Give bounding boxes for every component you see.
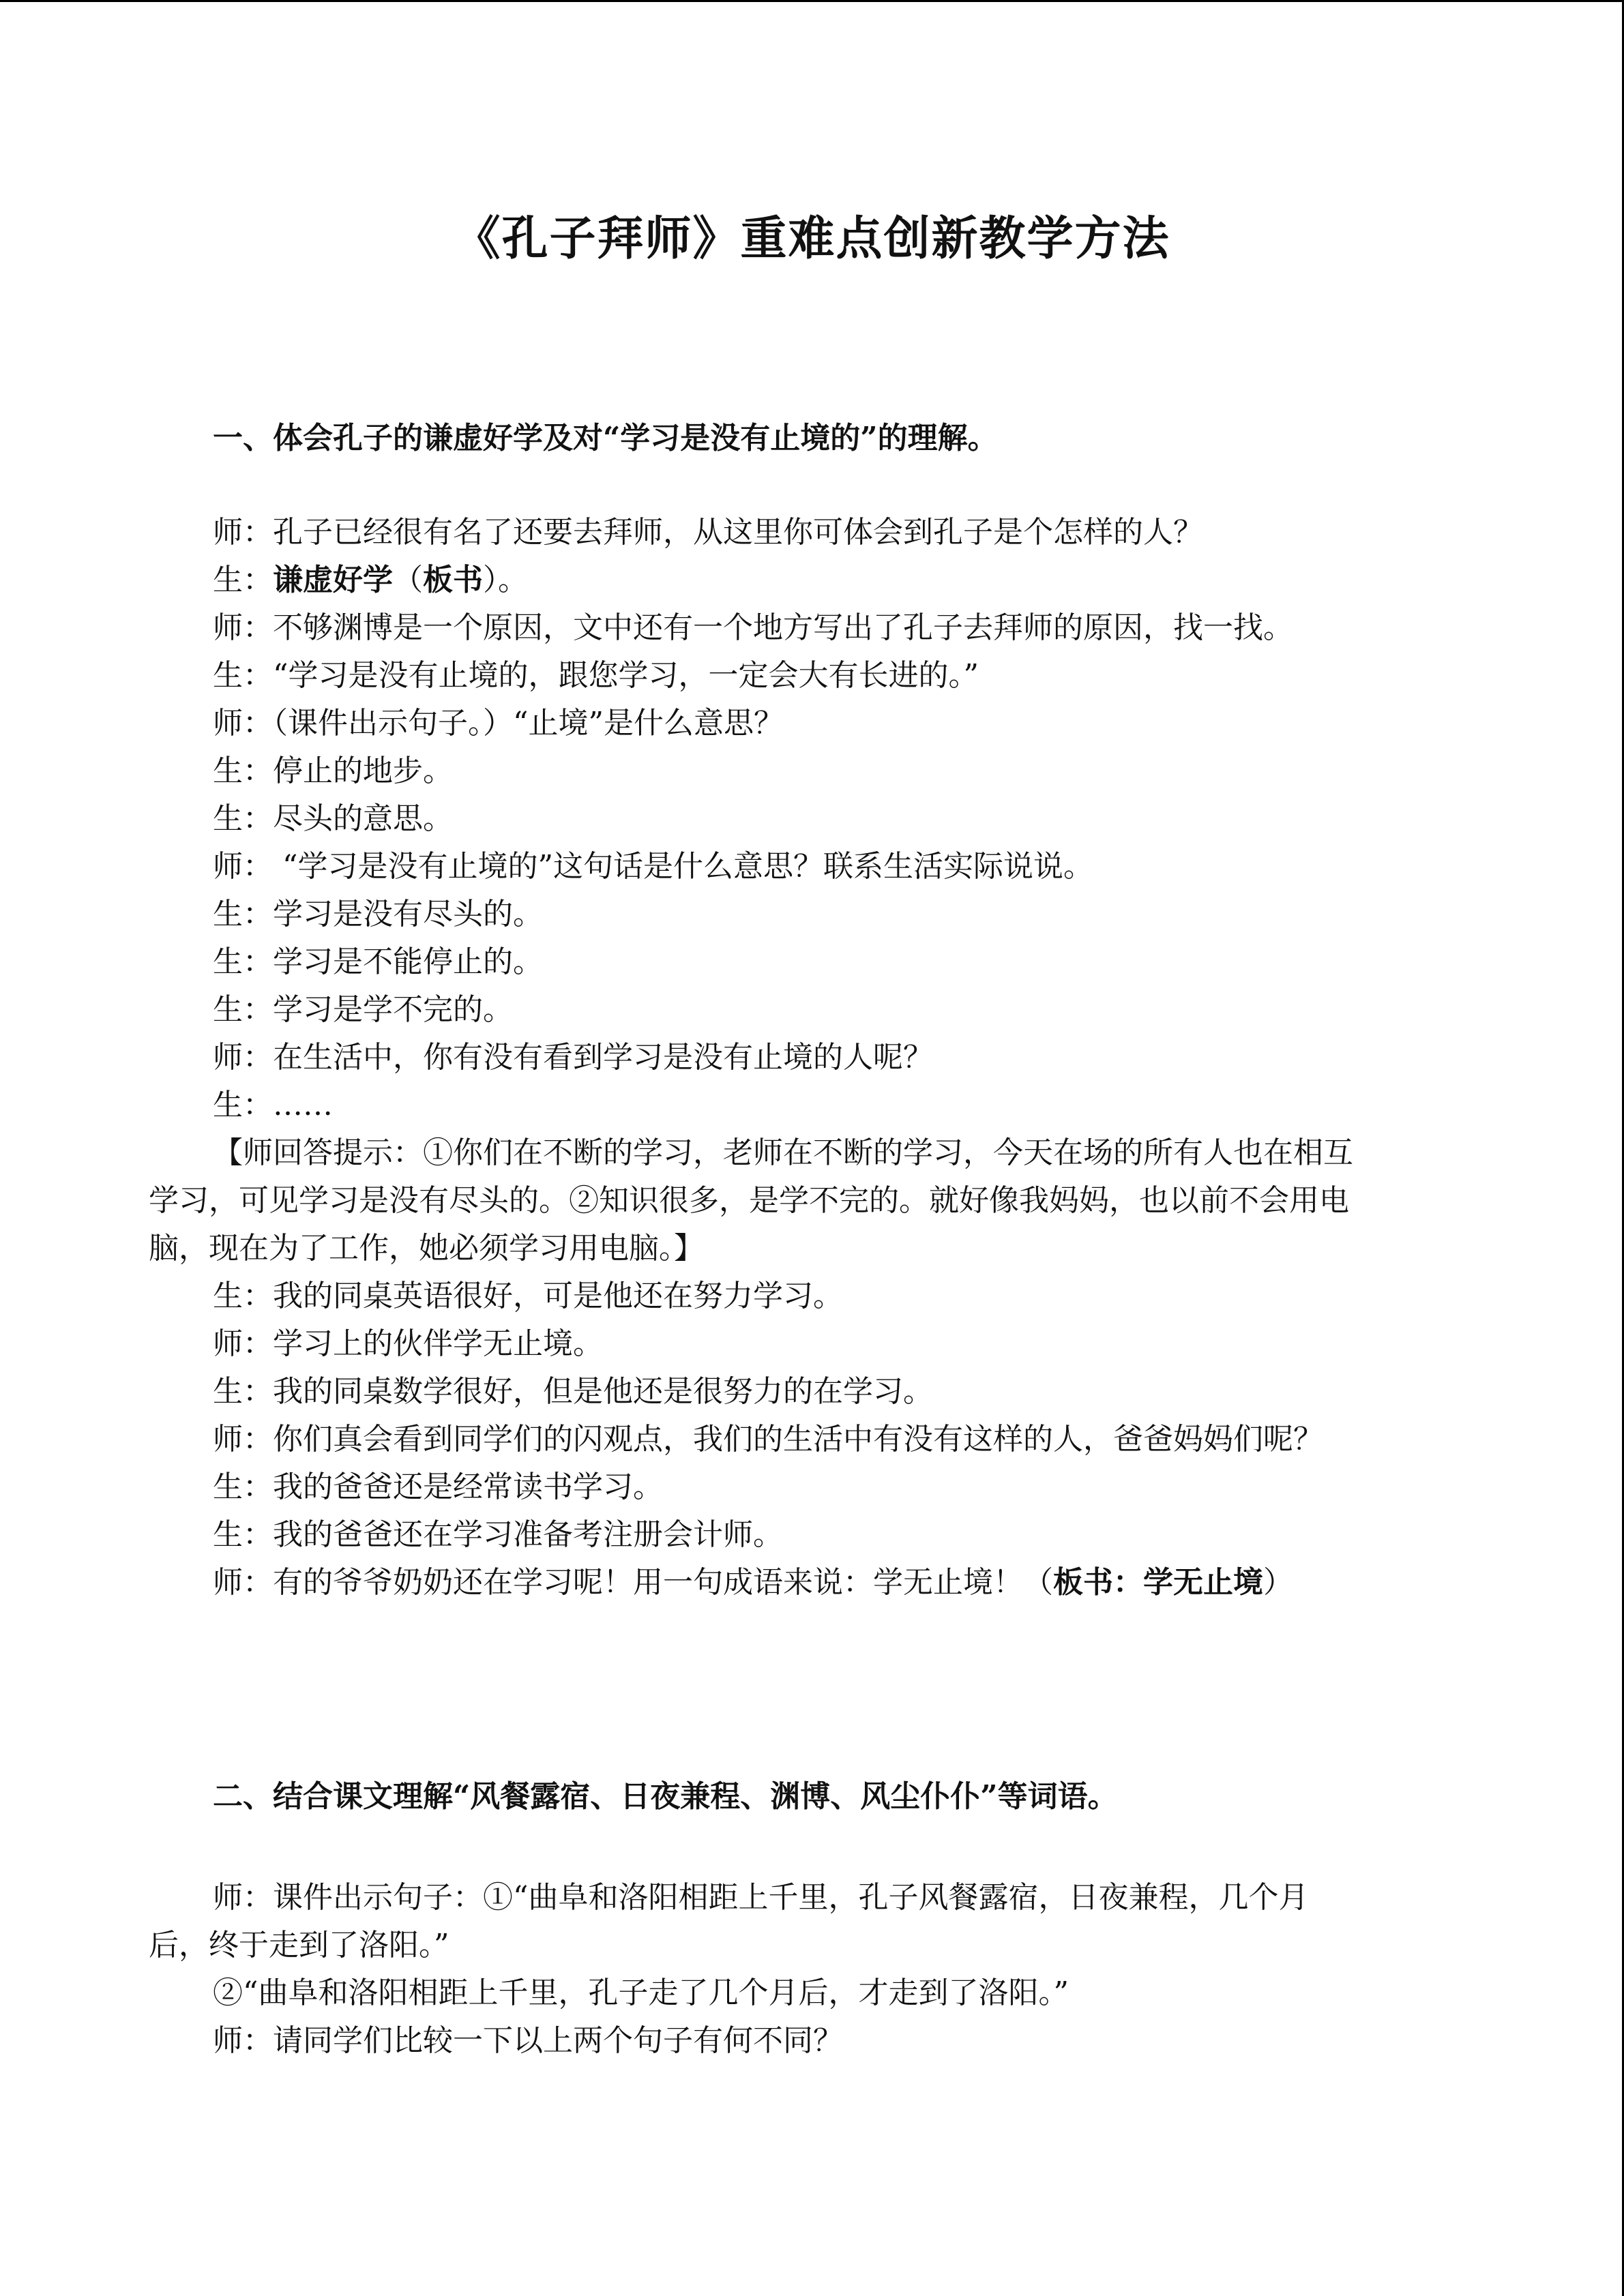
para-row: 后，终于走到了洛阳。” [149, 1928, 449, 1963]
paren-open: （ [393, 563, 423, 597]
page-title: 《孔子拜师》重难点创新教学方法 [454, 211, 1170, 266]
dialogue-line: 生：学习是没有尽头的。 [213, 897, 543, 931]
dialogue-line [213, 1559, 1293, 1607]
dialogue-line: 生：学习是不能停止的。 [213, 944, 543, 979]
speaker-prefix: 生： [213, 563, 273, 597]
dialogue-line: 师：学习上的伙伴学无止境。 [213, 1326, 603, 1361]
dialogue-line: 师： “学习是没有止境的”这句话是什么意思？联系生活实际说说。 [213, 849, 1093, 884]
dialogue-line: 师：在生活中，你有没有看到学习是没有止境的人呢？ [213, 1040, 933, 1075]
line-suffix: ） [1263, 1565, 1293, 1600]
sentence-compare-paragraph [149, 1874, 1458, 1969]
page-border-top [0, 0, 1624, 2]
hint-row: 【师回答提示：①你们在不断的学习，老师在不断的学习，今天在场的所有人也在相互 [213, 1135, 1353, 1170]
dialogue-line [213, 556, 528, 604]
board-note: 板书 [423, 563, 483, 597]
bold-term: 谦虚好学 [273, 563, 393, 597]
section-heading-2: 二、结合课文理解“风餐露宿、日夜兼程、渊博、风尘仆仆”等词语。 [213, 1779, 1118, 1814]
dialogue-line: 生：尽头的意思。 [213, 801, 453, 836]
teacher-hint-paragraph [149, 1129, 1458, 1272]
dialogue-line: 师：你们真会看到同学们的闪观点，我们的生活中有没有这样的人，爸爸妈妈们呢？ [213, 1422, 1323, 1457]
dialogue-line: 生：我的爸爸还在学习准备考注册会计师。 [213, 1517, 783, 1552]
hint-row: 学习，可见学习是没有尽头的。②知识很多，是学不完的。就好像我妈妈，也以前不会用电 [149, 1183, 1349, 1218]
line-suffix: ）。 [483, 563, 528, 597]
dialogue-line: 生：我的爸爸还是经常读书学习。 [213, 1470, 663, 1504]
dialogue-line: 生：学习是学不完的。 [213, 992, 513, 1027]
dialogue-line: 生：停止的地步。 [213, 754, 453, 788]
dialogue-line: 师：请同学们比较一下以上两个句子有何不同？ [213, 2023, 843, 2058]
dialogue-line: 师：不够渊博是一个原因，文中还有一个地方写出了孔子去拜师的原因，找一找。 [213, 610, 1293, 645]
section-heading-1: 一、体会孔子的谦虚好学及对“学习是没有止境的”的理解。 [213, 421, 998, 456]
line-text: 师：有的爷爷奶奶还在学习呢！用一句成语来说：学无止境！（ [213, 1565, 1053, 1600]
dialogue-line: 师：孔子已经很有名了还要去拜师，从这里你可体会到孔子是个怎样的人？ [213, 515, 1203, 550]
para-row: 师：课件出示句子：①“曲阜和洛阳相距上千里，孔子风餐露宿，日夜兼程，几个月 [213, 1880, 1309, 1915]
hint-row: 脑，现在为了工作，她必须学习用电脑。】 [149, 1231, 704, 1266]
dialogue-line: 生：我的同桌数学很好，但是他还是很努力的在学习。 [213, 1374, 933, 1409]
dialogue-line: 生：我的同桌英语很好，可是他还在努力学习。 [213, 1279, 843, 1313]
board-note: 板书：学无止境 [1053, 1565, 1263, 1600]
dialogue-line: 师：（课件出示句子。）“止境”是什么意思？ [213, 706, 784, 741]
dialogue-line: 生：“学习是没有止境的，跟您学习，一定会大有长进的。” [213, 658, 979, 693]
dialogue-line: ②“曲阜和洛阳相距上千里，孔子走了几个月后，才走到了洛阳。” [213, 1976, 1069, 2010]
dialogue-line: 生：…… [213, 1088, 333, 1122]
